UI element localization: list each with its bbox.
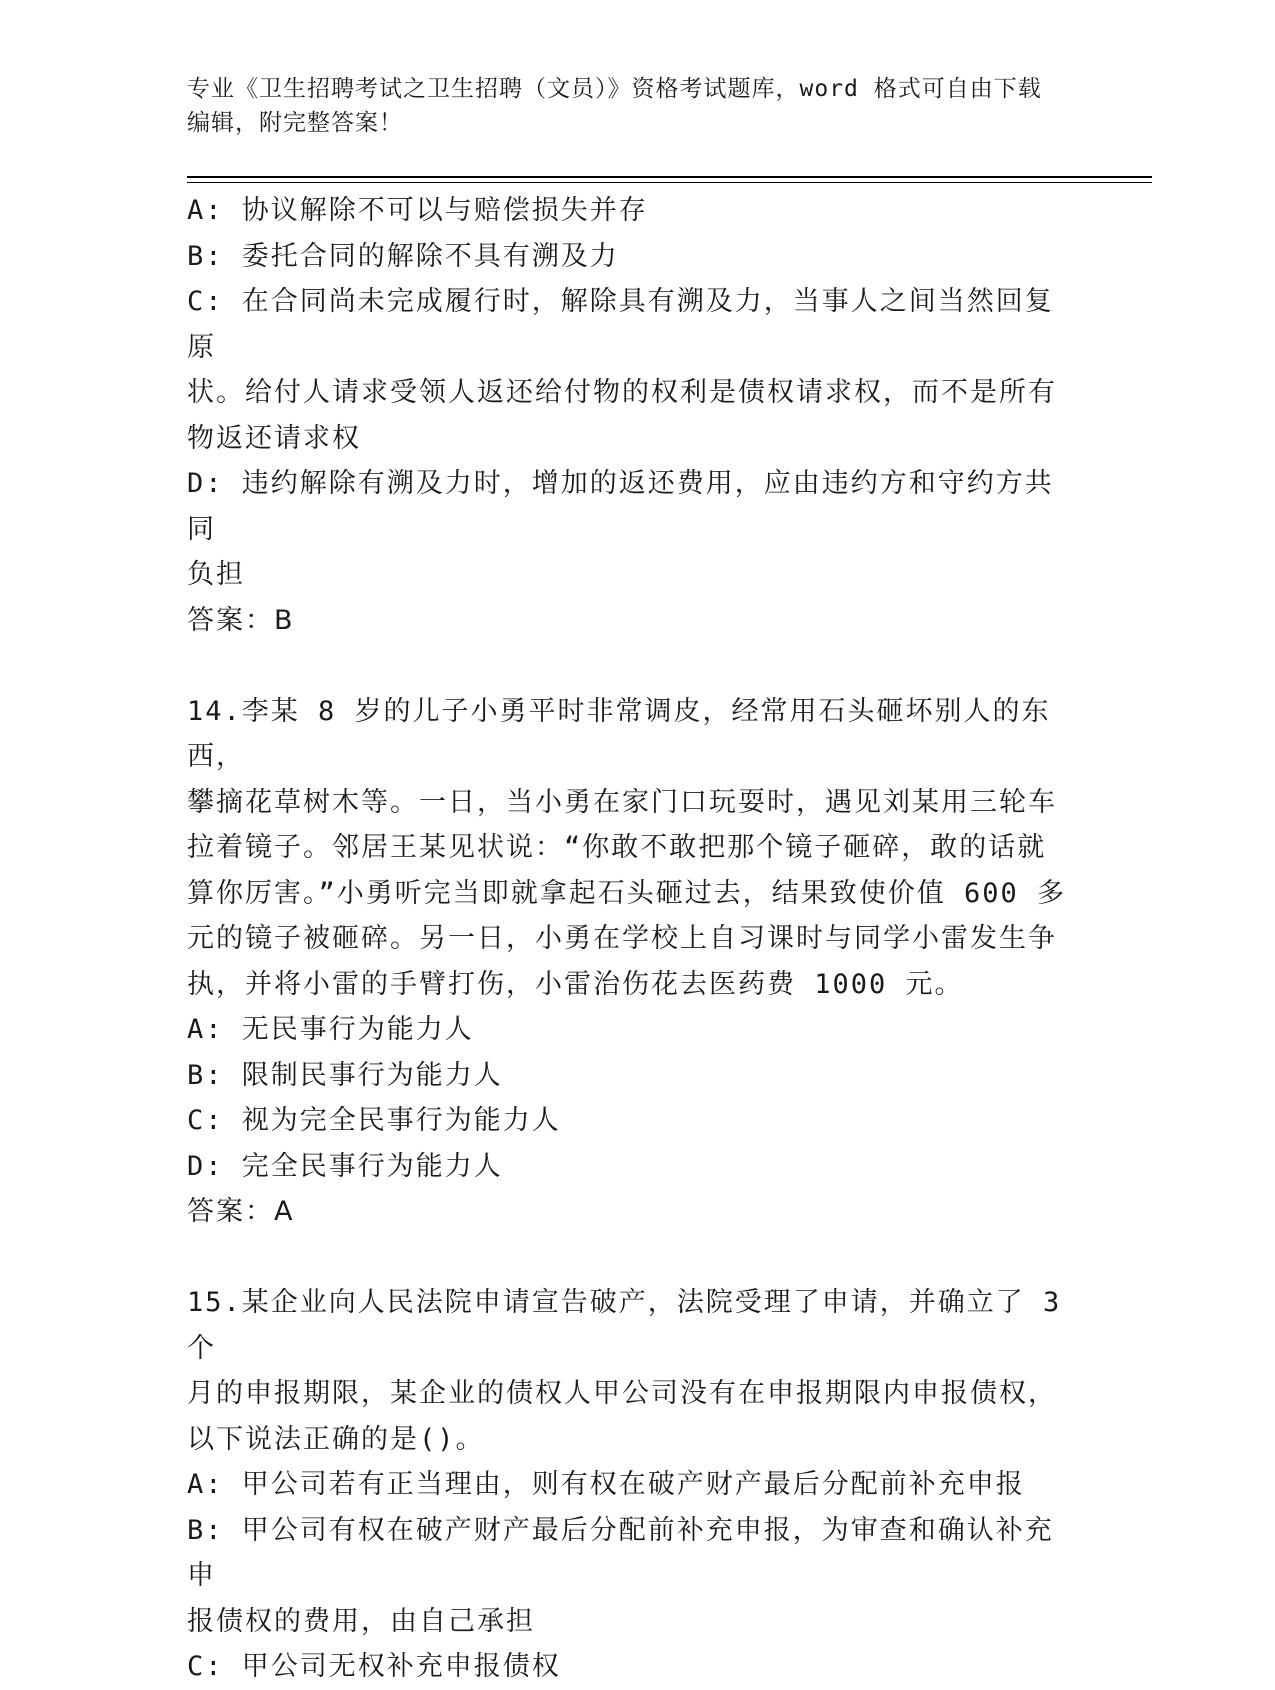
option-a: A: 协议解除不可以与赔偿损失并存	[187, 195, 648, 226]
question-14	[187, 689, 1077, 1235]
answer: 答案：B	[187, 604, 295, 636]
header-line-2: 编辑，附完整答案！	[187, 110, 403, 136]
question-13-options	[187, 188, 1077, 643]
question-stem-line-6: 执，并将小雷的手臂打伤，小雷治伤花去医药费 1000 元。	[187, 968, 964, 1000]
spacer	[187, 1235, 1077, 1281]
option-b-line-2: 报债权的费用，由自己承担	[187, 1605, 535, 1637]
option-c-line-2: 状。给付人请求受领人返还给付物的权利是债权请求权，而不是所有	[187, 377, 1057, 408]
spacer	[187, 643, 1077, 689]
option-d-line-2: 负担	[187, 559, 245, 590]
option-d: D: 完全民事行为能力人	[187, 1150, 503, 1182]
question-stem-line-1: 14.李某 8 岁的儿子小勇平时非常调皮，经常用石头砸坏别人的东西，	[187, 695, 1051, 772]
document-header	[187, 72, 1067, 140]
option-a: A: 甲公司若有正当理由，则有权在破产财产最后分配前补充申报	[187, 1469, 1025, 1500]
header-divider-thin	[187, 182, 1152, 183]
document-body	[187, 188, 1080, 1690]
question-stem-line-2: 攀摘花草树木等。一日，当小勇在家门口玩耍时，遇见刘某用三轮车	[187, 786, 1057, 818]
option-b-line-1: B: 甲公司有权在破产财产最后分配前补充申报，为审查和确认补充申	[187, 1514, 1054, 1591]
option-c: C: 视为完全民事行为能力人	[187, 1105, 561, 1136]
answer: 答案：A	[187, 1196, 295, 1227]
question-stem-line-5: 元的镜子被砸碎。另一日，小勇在学校上自习课时与同学小雷发生争	[187, 923, 1057, 954]
option-b: B: 限制民事行为能力人	[187, 1059, 503, 1091]
option-b: B: 委托合同的解除不具有溯及力	[187, 240, 619, 272]
question-stem-line-1: 15.某企业向人民法院申请宣告破产，法院受理了申请，并确立了 3 个	[187, 1287, 1080, 1364]
header-line-1: 专业《卫生招聘考试之卫生招聘（文员）》资格考试题库，word 格式可自由下载	[187, 76, 1042, 102]
question-stem-line-3: 以下说法正确的是()。	[187, 1423, 485, 1455]
question-stem-line-3: 拉着镜子。邻居王某见状说：“你敢不敢把那个镜子砸碎，敢的话就	[187, 832, 1047, 863]
option-c-line-3: 物返还请求权	[187, 422, 361, 454]
option-a: A: 无民事行为能力人	[187, 1014, 474, 1045]
question-stem-line-4: 算你厉害。”小勇听完当即就拿起石头砸过去，结果致使价值 600 多	[187, 877, 1067, 909]
option-d-line-1: D: 违约解除有溯及力时，增加的返还费用，应由违约方和守约方共同	[187, 468, 1054, 545]
option-c: C: 甲公司无权补充申报债权	[187, 1651, 561, 1682]
option-c-line-1: C: 在合同尚未完成履行时，解除具有溯及力，当事人之间当然回复原	[187, 286, 1054, 363]
header-divider-thick	[187, 176, 1152, 178]
question-15	[187, 1280, 1080, 1690]
question-stem-line-2: 月的申报期限，某企业的债权人甲公司没有在申报期限内申报债权，	[187, 1378, 1057, 1409]
